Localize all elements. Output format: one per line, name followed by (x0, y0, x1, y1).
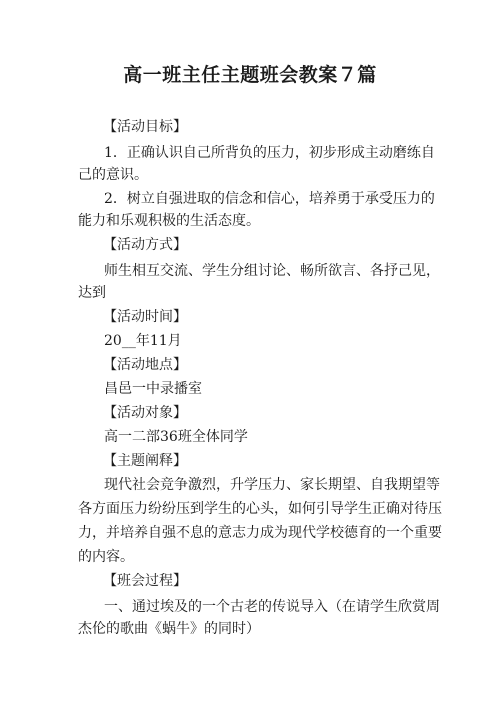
paragraph-line: 各方面压力纷纷压到学生的心头，如何引导学生正确对待压 (78, 501, 442, 517)
paragraph-line: 昌邑一中录播室 (104, 381, 202, 397)
paragraph-line: 达到 (78, 285, 106, 301)
section-heading-activity-goals: 【活动目标】 (103, 119, 187, 135)
paragraph-line: 杰伦的歌曲《蜗牛》的同时） (78, 621, 260, 637)
section-heading-activity-location: 【活动地点】 (103, 357, 187, 373)
paragraph-line: 1．正确认识自己所背负的压力，初步形成主动磨练自 (104, 145, 435, 161)
section-heading-activity-time: 【活动时间】 (103, 309, 187, 325)
paragraph-line: 己的意识。 (78, 167, 148, 183)
paragraph-line: 力，并培养自强不息的意志力成为现代学校德育的一个重要 (78, 525, 442, 541)
paragraph-line: 高一二部36班全体同学 (104, 429, 248, 445)
paragraph-line: 2．树立自强进取的信念和信心，培养勇于承受压力的 (104, 191, 435, 207)
paragraph-line: 现代社会竞争激烈，升学压力、家长期望、自我期望等 (104, 477, 440, 493)
section-heading-activity-audience: 【活动对象】 (103, 405, 187, 421)
paragraph-line: 师生相互交流、学生分组讨论、畅所欲言、各抒己见， (104, 263, 440, 279)
paragraph-line: 20__年11月 (104, 333, 182, 349)
section-heading-meeting-process: 【班会过程】 (103, 573, 187, 589)
paragraph-line: 能力和乐观积极的生活态度。 (78, 213, 260, 229)
paragraph-line: 一、通过埃及的一个古老的传说导入（在请学生欣赏周 (104, 599, 440, 615)
document-title: 高一班主任主题班会教案７篇 (123, 64, 377, 86)
paragraph-line: 的内容。 (78, 549, 134, 565)
section-heading-theme-explanation: 【主题阐释】 (103, 453, 187, 469)
section-heading-activity-method: 【活动方式】 (103, 237, 187, 253)
